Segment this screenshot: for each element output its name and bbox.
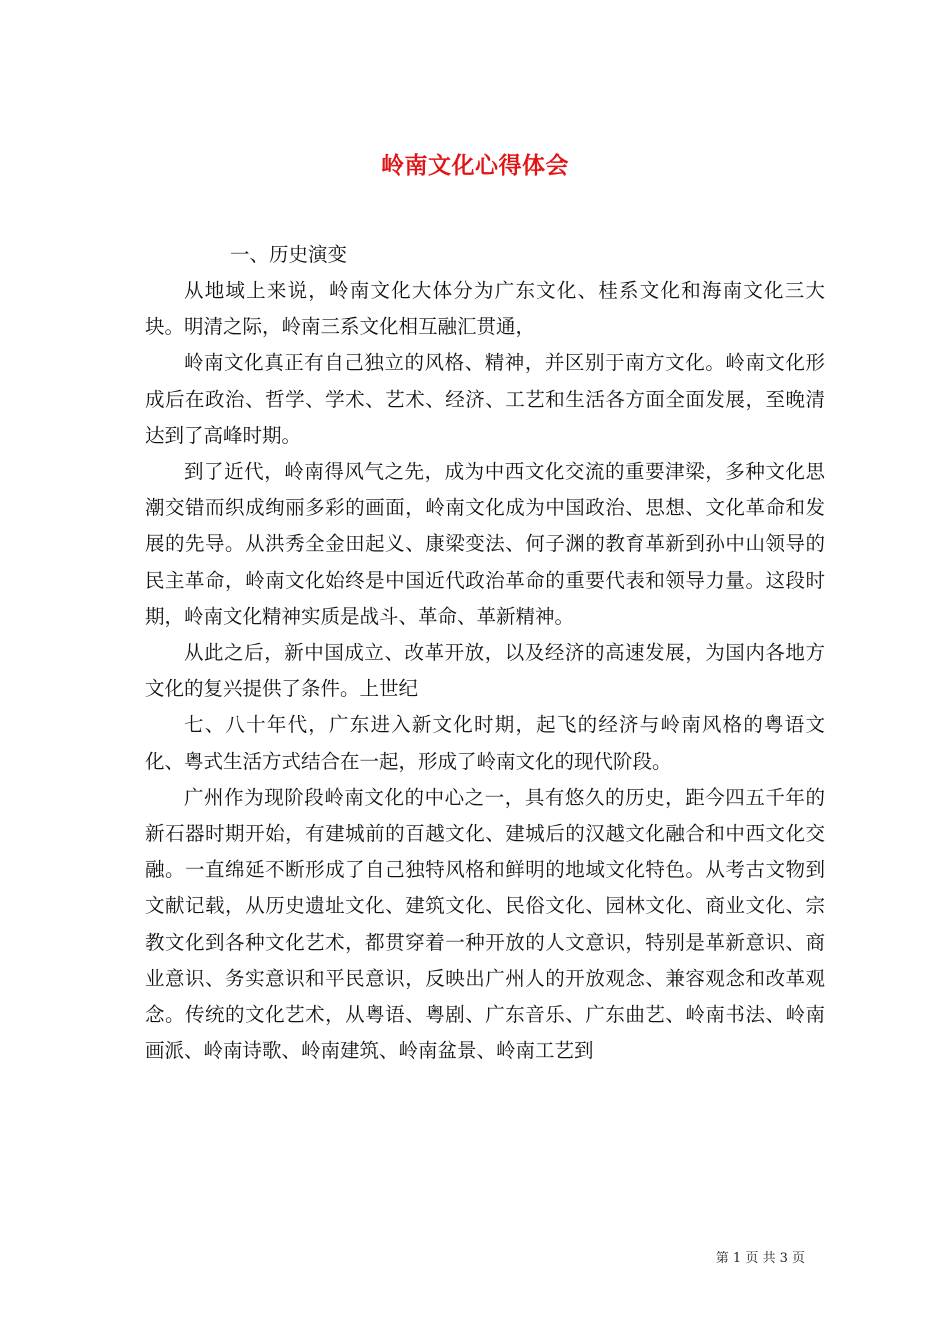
document-body xyxy=(145,237,825,1069)
page-footer xyxy=(0,1247,950,1267)
paragraph: 从地域上来说，岭南文化大体分为广东文化、桂系文化和海南文化三大块。明清之际，岭南三系文化相互融汇贯通， xyxy=(145,279,825,339)
section-heading: 一、历史演变 xyxy=(230,243,348,266)
paragraph: 从此之后，新中国成立、改革开放，以及经济的高速发展，为国内各地方文化的复兴提供了条件。上世纪 xyxy=(145,641,825,701)
paragraph: 七、八十年代，广东进入新文化时期，起飞的经济与岭南风格的粤语文化、粤式生活方式结合在一起，形成了岭南文化的现代阶段。 xyxy=(145,713,825,773)
paragraph: 岭南文化真正有自己独立的风格、精神，并区别于南方文化。岭南文化形成后在政治、哲学、学术、艺术、经济、工艺和生活各方面全面发展，至晚清达到了高峰时期。 xyxy=(145,351,825,447)
paragraph: 到了近代，岭南得风气之先，成为中西文化交流的重要津梁，多种文化思潮交错而织成绚丽多彩的画面，岭南文化成为中国政治、思想、文化革命和发展的先导。从洪秀全金田起义、康梁变法、何子渊的教育革新到孙中山领导的民主革命，岭南文化始终是中国近代政治革命的重要代表和领导力量。这段时期，岭南文化精神实质是战斗、革命、革新精神。 xyxy=(145,460,825,628)
document-title: 岭南文化心得体会 xyxy=(381,152,569,180)
page-number: 第 1 页 共 3 页 xyxy=(715,1251,805,1266)
paragraph: 广州作为现阶段岭南文化的中心之一，具有悠久的历史，距今四五千年的新石器时期开始，有建城前的百越文化、建城后的汉越文化融合和中西文化交融。一直绵延不断形成了自己独特风格和鲜明的地域文化特色。从考古文物到文献记载，从历史遗址文化、建筑文化、民俗文化、园林文化、商业文化、宗教文化到各种文化艺术，都贯穿着一种开放的人文意识，特别是革新意识、商业意识、务实意识和平民意识，反映出广州人的开放观念、兼容观念和改革观念。传统的文化艺术，从粤语、粤剧、广东音乐、广东曲艺、岭南书法、岭南画派、岭南诗歌、岭南建筑、岭南盆景、岭南工艺到 xyxy=(145,785,825,1063)
